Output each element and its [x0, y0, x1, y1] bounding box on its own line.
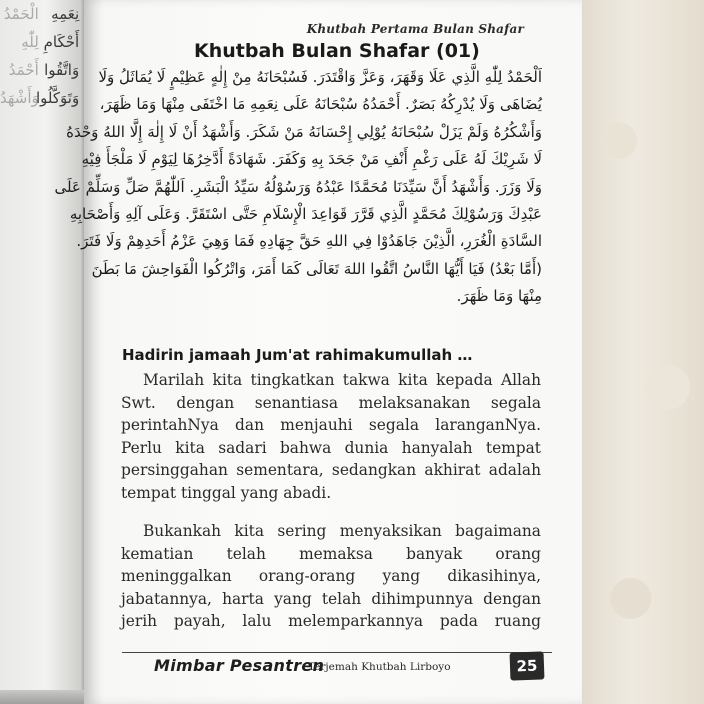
arabic-line: السَّادَةِ الْغُرَرِ، الَّذِيْنَ جَاهَدُوْا فِي اللهِ حَقَّ جِهَادِهِ فَمَا وَهِيَ عَزْمُ أَحَدِهِمْ وَلَا فَتَرَ. — [76, 232, 542, 251]
background-wall — [582, 0, 704, 704]
text-line: Marilah kita tingkatkan takwa kita kepada Allah — [143, 371, 541, 389]
text-line: jabatannya, harta yang telah dihimpunnya dengan — [121, 589, 541, 608]
arabic-line: وَلَا وَزَرَ. وَأَشْهَدُ أَنَّ سَيِّدَنَا مُحَمَّدًا عَبْدُهُ وَرَسُوْلُهُ سَيِّدُ الْبَشَرِ. اَللّٰهُمَّ صَلِّ وَسَلِّمْ عَلَى — [54, 177, 542, 196]
text-line: Perlu kita sadari bahwa dunia hanyalah tempat — [121, 438, 541, 457]
text-line: kematian telah memaksa banyak orang — [121, 544, 541, 563]
arabic-line: اَلْحَمْدُ لِلّٰهِ الَّذِي عَلَا وَقَهَرَ، وَعَزَّ وَاقْتَدَرَ. فَسُبْحَانَهُ مِنْ إِلٰهٍ عَظِيْمٍ لَا يُمَاثَلُ وَلَا — [98, 68, 542, 86]
footer-brand: Mimbar Pesantren — [154, 656, 325, 675]
arabic-line: مِنْهَا وَمَا ظَهَرَ. — [456, 287, 542, 306]
previous-page-fragment: الْحَمْدُ — [3, 5, 39, 23]
previous-page-fragment: أَحْكَامِ — [43, 33, 80, 51]
book-cover-edge — [0, 690, 84, 704]
text-line: Bukankah kita sering menyaksikan bagaimana — [143, 522, 541, 540]
previous-page-fragment: وَاتَّقُوا — [44, 61, 80, 79]
previous-page-text-column — [0, 0, 39, 112]
previous-page-fragment: لِلّٰهِ — [21, 33, 39, 51]
previous-page-fragment: وَأَشْهَدُ — [0, 89, 39, 107]
previous-page-fragment: وَتَوَكَّلُوا — [36, 89, 80, 107]
paragraph-2 — [121, 520, 541, 633]
footer-divider — [122, 652, 552, 653]
arabic-line: عَبْدِكَ وَرَسُوْلِكَ مُحَمَّدٍ الَّذِي قَرَّرَ قَوَاعِدَ الْإِسْلَامِ حَتَّى اسْتَقَرَّ. وَعَلَى آلِهِ وَأَصْحَابِهِ — [69, 204, 542, 223]
paragraph-1 — [121, 369, 541, 505]
text-line: Swt. dengan senantiasa melaksanakan segala — [121, 393, 541, 412]
arabic-line: (أَمَّا بَعْدُ) فَيَا أَيُّهَا النَّاسُ اتَّقُوا اللهَ تَعَالَى كَمَا أَمَرَ، وَاتْرُكُوا الْفَوَاحِشَ مَا بَطَنَ — [91, 259, 542, 278]
text-line: perintahNya dan menjauhi segala laranganNya. — [121, 416, 541, 435]
page-number: 25 — [516, 656, 538, 676]
text-line: jerih payah, lalu melemparkannya pada ruang — [121, 612, 541, 631]
arabic-line: يُضَاهَى وَلَا يُدْرِكُهُ بَصَرٌ. أَحْمَدُهُ سُبْحَانَهُ عَلَى نِعَمِهِ مَا اخْتَفَى مِنْهَا وَمَا ظَهَرَ، — [99, 95, 542, 114]
page-number-badge — [510, 651, 545, 680]
text-line: tempat tinggal yang abadi. — [121, 483, 332, 502]
running-head: Khutbah Pertama Bulan Shafar — [306, 22, 524, 36]
text-line: meninggalkan orang-orang yang dikasihinya, — [121, 567, 541, 586]
arabic-line: وَأَشْكُرُهُ وَلَمْ يَزَلْ سُبْحَانَهُ يُوْلِي إِحْسَانَهُ مَنْ شَكَرَ. وَأَشْهَدُ أَنْ لَا إِلٰهَ إِلَّا اللهُ وَحْدَهُ — [66, 122, 542, 141]
section-heading: Hadirin jamaah Jum'at rahimakumullah … — [122, 346, 473, 364]
arabic-line: لَا شَرِيْكَ لَهُ عَلَى رَغْمِ أَنْفِ مَنْ جَحَدَ بِهِ وَكَفَرَ. شَهَادَةً أَدَّخِرُهَا لِيَوْمِ لَا مَلْجَأَ فِيْهِ — [81, 150, 542, 169]
footer-subtitle: Terjemah Khutbah Lirboyo — [308, 661, 451, 673]
text-line: persinggahan sementara, sedangkan akhirat adalah — [121, 461, 541, 480]
previous-page — [0, 0, 84, 704]
previous-page-fragment: نِعَمِهِ — [51, 5, 80, 23]
previous-page-fragment: أَحْمَدُ — [8, 61, 39, 79]
previous-page-text-column — [36, 0, 79, 112]
page-title: Khutbah Bulan Shafar (01) — [194, 40, 480, 62]
